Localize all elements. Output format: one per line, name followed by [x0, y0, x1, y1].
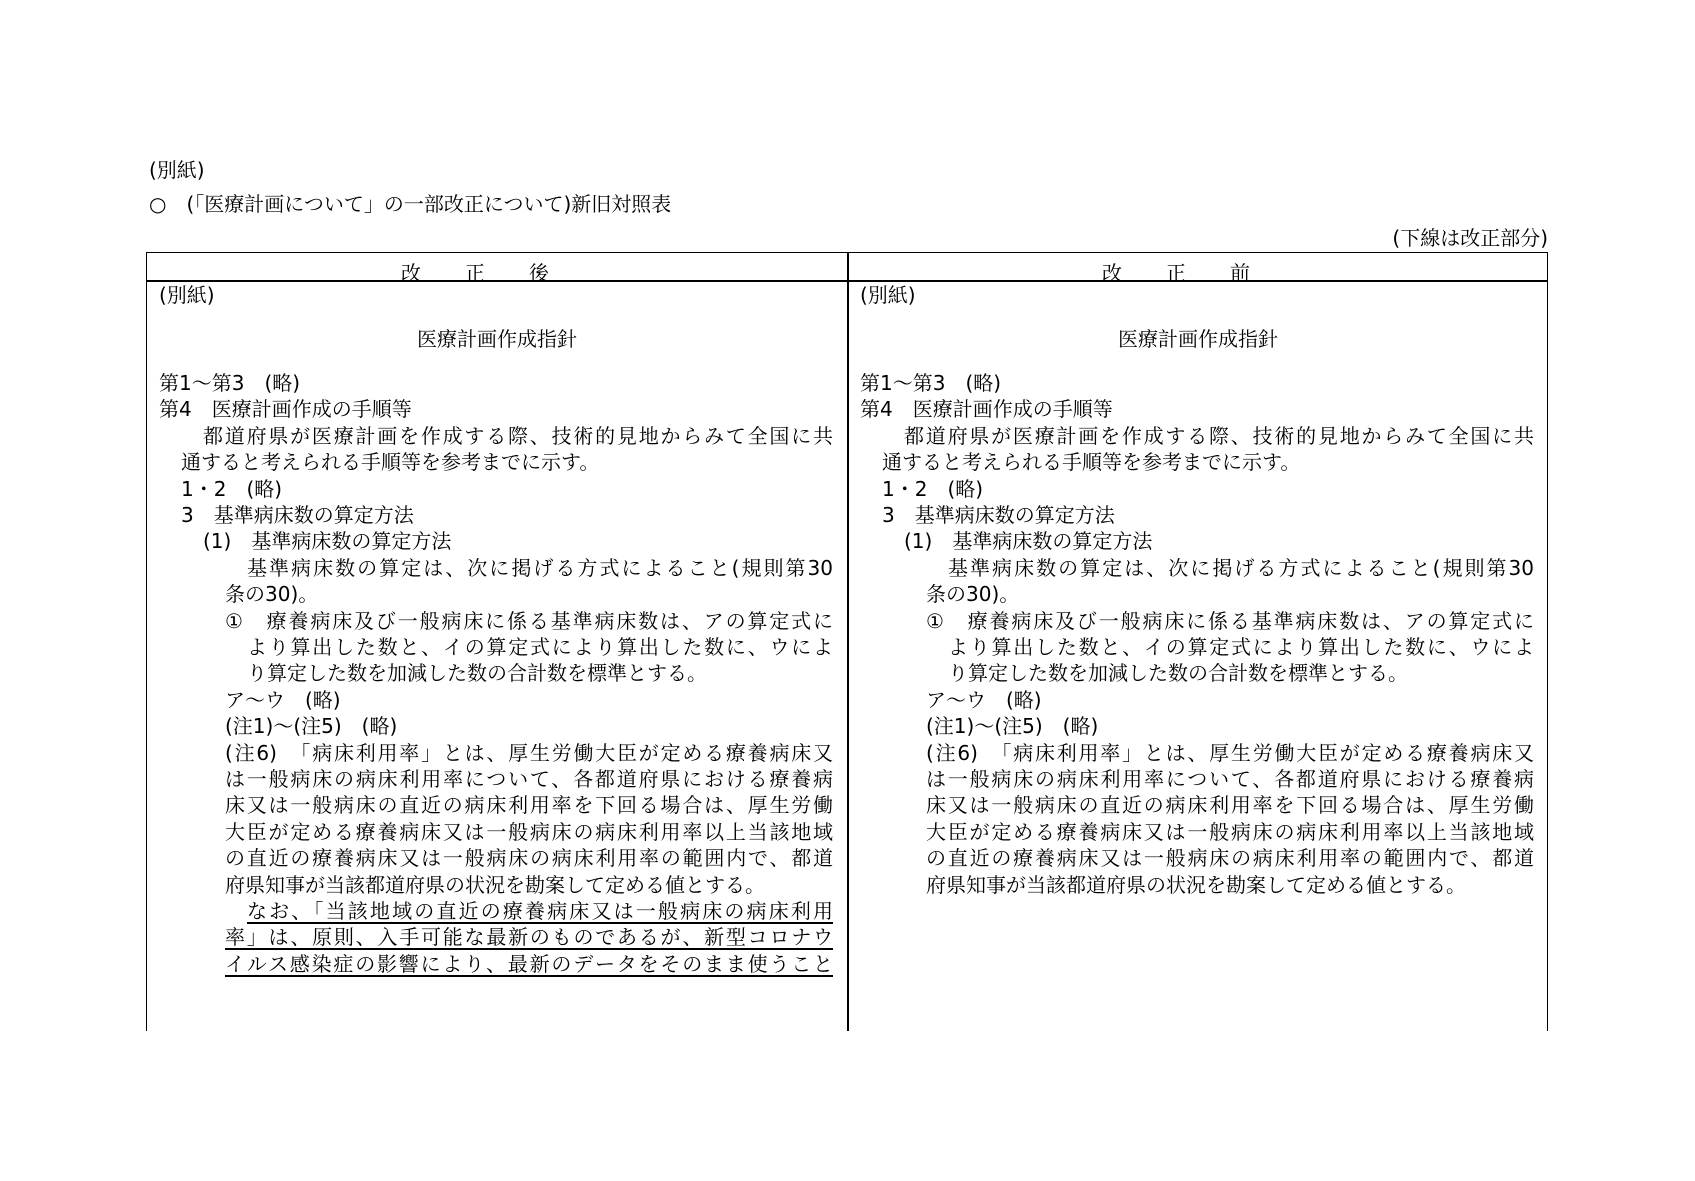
page-title: ○ (「医療計画について」の一部改正について)新旧対照表 — [149, 192, 672, 216]
body-line: 基準病床数の算定は、次に掲げる方式によること(規則第30 — [948, 555, 1534, 580]
body-line: 都道府県が医療計画を作成する際、技術的見地からみて全国に共 — [904, 423, 1534, 448]
body-line: 基準病床数の算定は、次に掲げる方式によること(規則第30 — [247, 555, 833, 580]
body-line: は一般病床の病床利用率について、各都道府県における療養病 — [225, 767, 833, 791]
body-line: (1) 基準病床数の算定方法 — [904, 529, 1153, 554]
body-line: 府県知事が当該都道府県の状況を勘案して定める値とする。 — [926, 872, 1466, 897]
annex-label-in-table: (別紙) — [159, 283, 215, 307]
body-line: 床又は一般病床の直近の病床利用率を下回る場合は、厚生労働 — [926, 793, 1534, 818]
body-line: 第1〜第3 (略) — [159, 371, 301, 395]
comparison-table — [146, 252, 1548, 1031]
body-line: イルス感染症の影響により、最新のデータをそのまま使うこと — [225, 951, 833, 976]
body-line: ア〜ウ (略) — [926, 687, 1042, 712]
body-line: 条の30)。 — [225, 582, 319, 607]
body-line: 3 基準病床数の算定方法 — [181, 503, 414, 527]
header-after: 改正後 — [401, 261, 593, 285]
column-after — [147, 281, 847, 1032]
underline-note: (下線は改正部分) — [1392, 226, 1548, 250]
body-line: ① 療養病床及び一般病床に係る基準病床数は、アの算定式に — [926, 608, 1534, 633]
body-line: 大臣が定める療養病床又は一般病床の病床利用率以上当該地域 — [225, 819, 833, 844]
body-line: は一般病床の病床利用率について、各都道府県における療養病 — [926, 767, 1534, 791]
body-line: 第1〜第3 (略) — [860, 371, 1002, 395]
body-line: 府県知事が当該都道府県の状況を勘案して定める値とする。 — [225, 872, 765, 897]
body-line: 床又は一般病床の直近の病床利用率を下回る場合は、厚生労働 — [225, 793, 833, 818]
body-line: 1・2 (略) — [882, 476, 984, 501]
guideline-title: 医療計画作成指針 — [417, 327, 577, 351]
body-line: 1・2 (略) — [181, 476, 283, 501]
body-line: (注1)〜(注5) (略) — [225, 714, 398, 739]
body-line: (注6) 「病床利用率」とは、厚生労働大臣が定める療養病床又 — [926, 740, 1534, 765]
annex-label: (別紙) — [149, 158, 205, 182]
body-line: の直近の療養病床又は一般病床の病床利用率の範囲内で、都道 — [926, 846, 1534, 871]
body-line: より算出した数と、イの算定式により算出した数に、ウによ — [247, 635, 833, 659]
body-line: (1) 基準病床数の算定方法 — [203, 529, 452, 554]
body-line: 第4 医療計画作成の手順等 — [159, 397, 412, 422]
body-line: 都道府県が医療計画を作成する際、技術的見地からみて全国に共 — [203, 423, 833, 448]
body-line: り算定した数を加減した数の合計数を標準とする。 — [948, 661, 1408, 686]
body-line: (注6) 「病床利用率」とは、厚生労働大臣が定める療養病床又 — [225, 740, 833, 765]
body-line: 3 基準病床数の算定方法 — [882, 503, 1115, 527]
body-line: 第4 医療計画作成の手順等 — [860, 397, 1113, 422]
body-line: ① 療養病床及び一般病床に係る基準病床数は、アの算定式に — [225, 608, 833, 633]
body-line: なお、「当該地域の直近の療養病床又は一般病床の病床利用 — [247, 899, 833, 923]
body-line: の直近の療養病床又は一般病床の病床利用率の範囲内で、都道 — [225, 846, 833, 871]
body-line: 通すると考えられる手順等を参考までに示す。 — [181, 450, 600, 475]
body-line: ア〜ウ (略) — [225, 687, 341, 712]
body-line: (注1)〜(注5) (略) — [926, 714, 1099, 739]
guideline-title: 医療計画作成指針 — [1118, 327, 1278, 351]
body-line: 通すると考えられる手順等を参考までに示す。 — [882, 450, 1301, 475]
annex-label-in-table: (別紙) — [860, 283, 916, 307]
body-line: 大臣が定める療養病床又は一般病床の病床利用率以上当該地域 — [926, 819, 1534, 844]
column-before — [848, 281, 1548, 1032]
body-line: より算出した数と、イの算定式により算出した数に、ウによ — [948, 635, 1534, 659]
body-line: り算定した数を加減した数の合計数を標準とする。 — [247, 661, 707, 686]
body-line: 条の30)。 — [926, 582, 1020, 607]
body-line: 率」は、原則、入手可能な最新のものであるが、新型コロナウ — [225, 925, 833, 950]
header-before: 改正前 — [1102, 261, 1294, 285]
